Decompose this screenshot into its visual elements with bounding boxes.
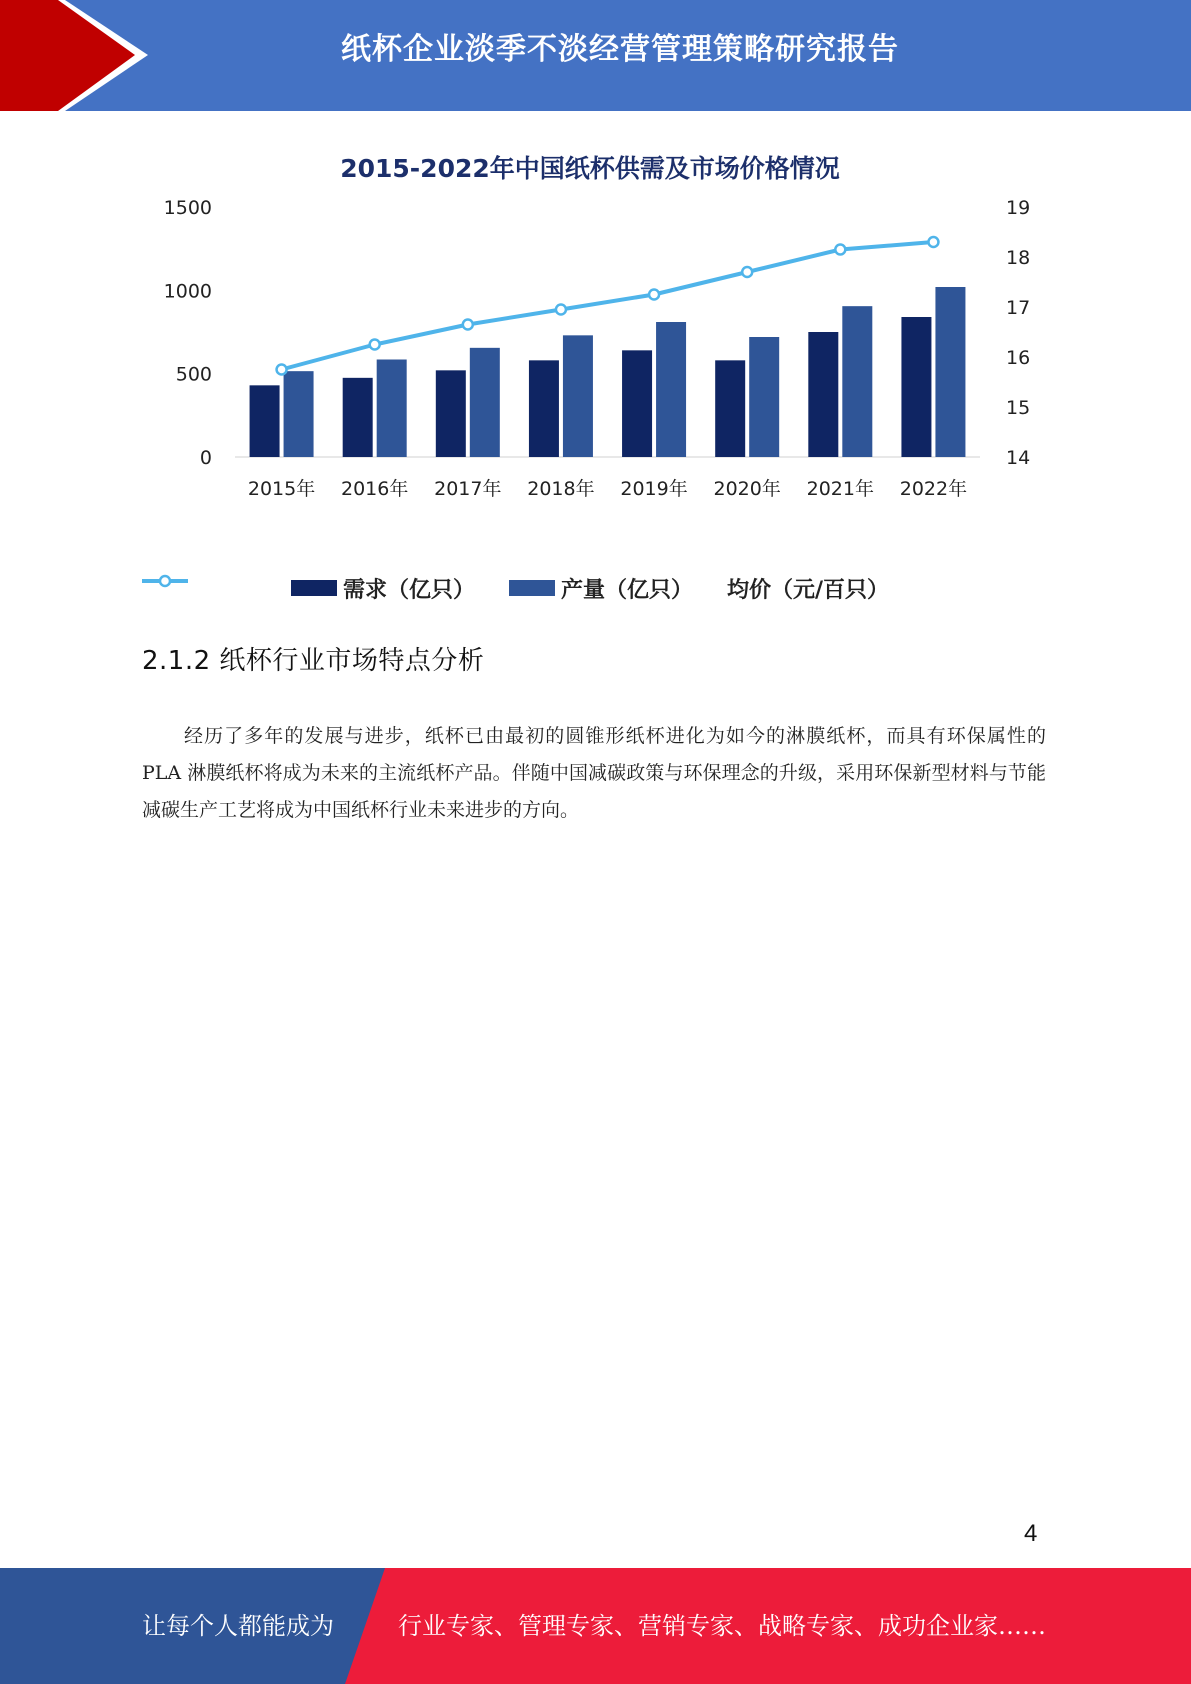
legend-price-line-icon bbox=[140, 571, 190, 591]
header-arrow-decoration bbox=[0, 0, 160, 111]
bar-production bbox=[842, 306, 872, 457]
bar-demand bbox=[250, 385, 280, 457]
y2-tick-label: 16 bbox=[1006, 347, 1031, 369]
y2-tick-label: 19 bbox=[1006, 197, 1031, 219]
bar-production bbox=[749, 337, 779, 457]
legend-demand bbox=[291, 573, 475, 604]
footer-slogan-right: 行业专家、管理专家、营销专家、战略专家、成功企业家…… bbox=[398, 1612, 1046, 1640]
price-point bbox=[835, 245, 845, 255]
price-point bbox=[277, 365, 287, 375]
price-point bbox=[463, 320, 473, 330]
bar-production bbox=[284, 371, 314, 457]
bar-production bbox=[563, 335, 593, 457]
x-tick-label: 2021年 bbox=[806, 478, 874, 500]
legend-production-swatch bbox=[509, 580, 555, 596]
x-tick-label: 2015年 bbox=[247, 478, 316, 500]
y-tick-label: 1500 bbox=[163, 197, 212, 219]
y2-tick-label: 14 bbox=[1006, 447, 1031, 469]
price-point bbox=[370, 340, 380, 350]
x-tick-label: 2018年 bbox=[527, 478, 595, 500]
y-tick-label: 500 bbox=[175, 363, 212, 386]
report-title: 纸杯企业淡季不淡经营管理策略研究报告 bbox=[341, 32, 899, 67]
price-point bbox=[556, 305, 566, 315]
bar-demand bbox=[622, 350, 652, 457]
y-tick-label: 0 bbox=[199, 447, 212, 469]
y-tick-label: 1000 bbox=[163, 280, 212, 303]
x-tick-label: 2017年 bbox=[434, 478, 502, 500]
price-point bbox=[742, 267, 752, 277]
x-tick-label: 2022年 bbox=[899, 478, 968, 500]
bar-demand bbox=[715, 360, 745, 457]
bar-production bbox=[656, 322, 686, 457]
legend-production bbox=[509, 573, 693, 604]
x-tick-label: 2019年 bbox=[620, 478, 688, 500]
legend-demand-swatch bbox=[291, 580, 337, 596]
bar-demand bbox=[808, 332, 838, 457]
footer-slogan-left: 让每个人都能成为 bbox=[142, 1612, 334, 1640]
legend-price-label: 均价（元/百只） bbox=[726, 577, 890, 603]
bar-demand bbox=[901, 317, 931, 457]
chart-title: 2015-2022年中国纸杯供需及市场价格情况 bbox=[340, 154, 840, 183]
section-heading: 2.1.2 纸杯行业市场特点分析 bbox=[142, 646, 485, 676]
legend-price bbox=[727, 573, 889, 604]
y2-tick-label: 15 bbox=[1006, 397, 1031, 419]
bar-demand bbox=[343, 378, 373, 457]
bar-production bbox=[470, 348, 500, 457]
supply-demand-chart bbox=[140, 135, 1040, 615]
page-header bbox=[0, 0, 1191, 111]
y2-tick-label: 18 bbox=[1006, 247, 1031, 269]
bar-demand bbox=[436, 370, 466, 457]
x-tick-label: 2016年 bbox=[341, 478, 409, 500]
price-point bbox=[928, 237, 938, 247]
bar-production bbox=[935, 287, 965, 457]
page-number: 4 bbox=[1024, 1520, 1038, 1547]
bar-production bbox=[377, 360, 407, 458]
chart-plot bbox=[140, 135, 1040, 615]
y2-tick-label: 17 bbox=[1006, 297, 1031, 319]
bar-demand bbox=[529, 360, 559, 457]
x-tick-label: 2020年 bbox=[713, 478, 781, 500]
body-paragraph: 经历了多年的发展与进步，纸杯已由最初的圆锥形纸杯进化为如今的淋膜纸杯，而具有环保属性的 PLA 淋膜纸杯将成为未来的主流纸杯产品。伴随中国减碳政策与环保理念的升级，采用环保新型材料与节能减碳生产工艺将成为中国纸杯行业未来进步的方向。 bbox=[142, 725, 1046, 821]
page-footer bbox=[0, 1568, 1191, 1684]
legend-production-label: 产量（亿只） bbox=[560, 577, 693, 603]
chart-legend bbox=[140, 571, 1040, 605]
price-point bbox=[649, 290, 659, 300]
legend-demand-label: 需求（亿只） bbox=[342, 577, 475, 603]
